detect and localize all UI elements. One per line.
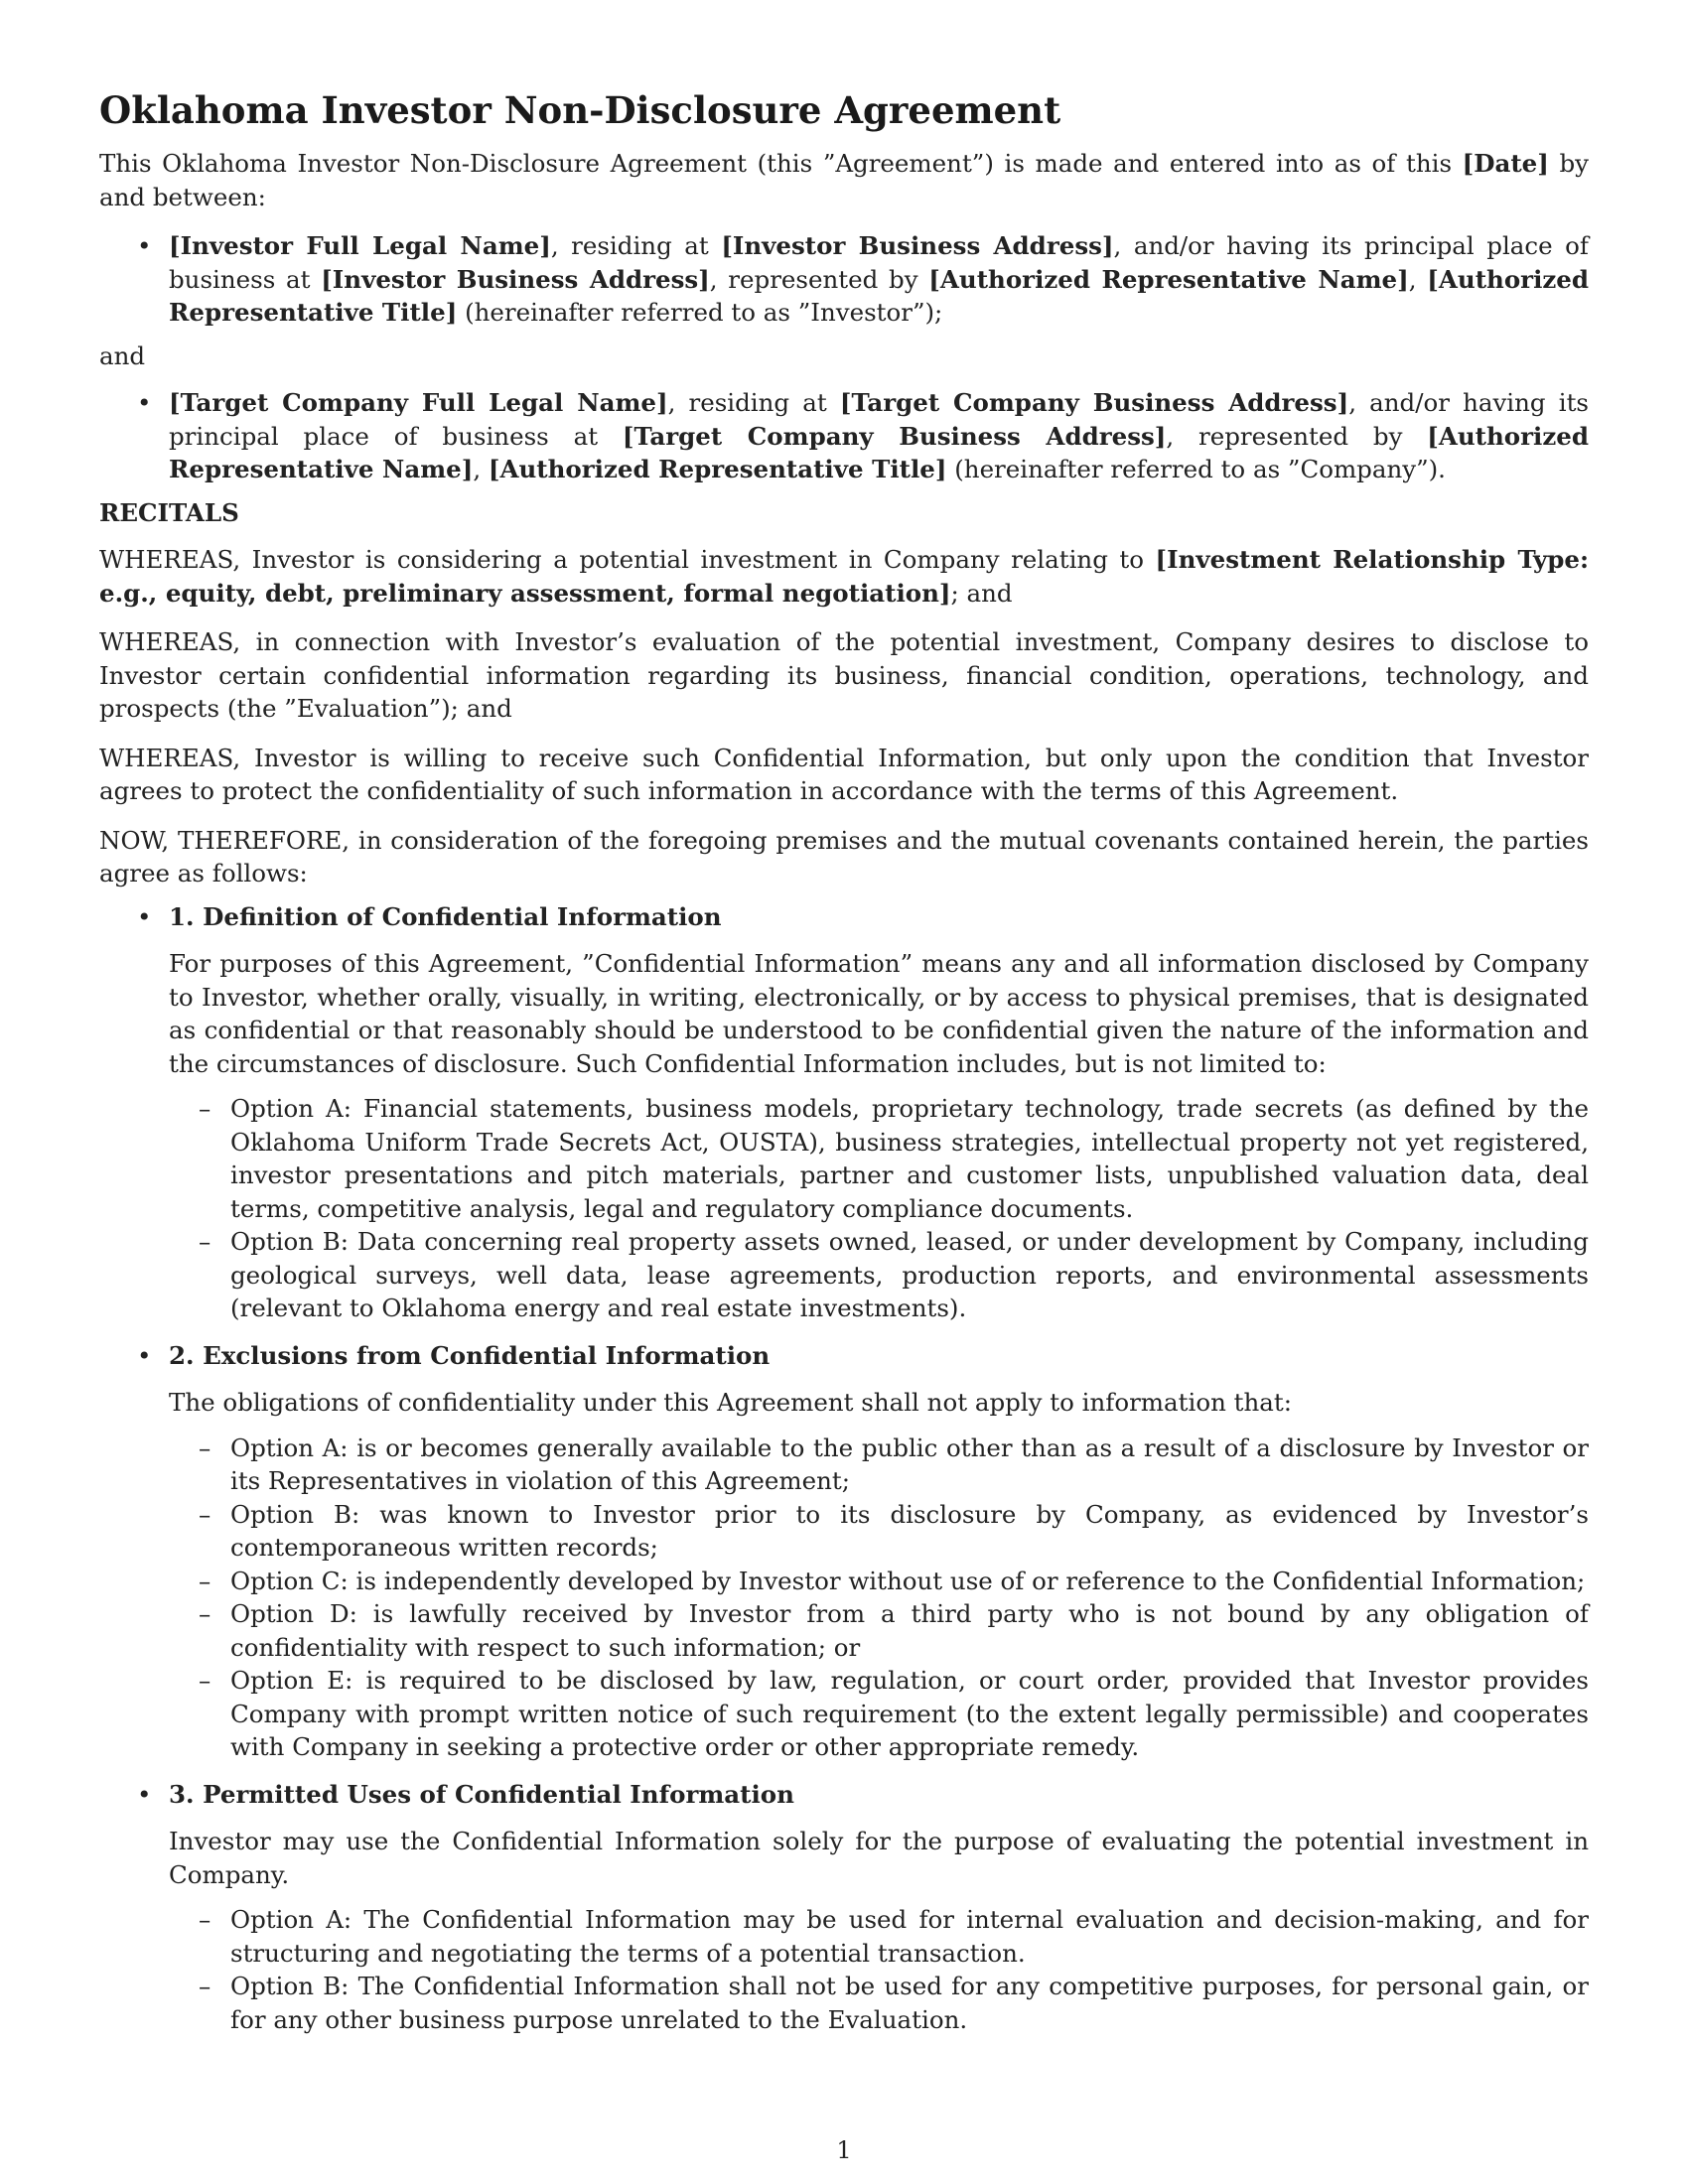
company-text: , residing at — [667, 388, 840, 417]
section-item — [99, 900, 1589, 1325]
investor-party-list — [99, 229, 1589, 330]
option-item: – Option A: The Confidential Information may be used for internal evaluation and decision-making, and for structuring and negotiating the terms of a potential transaction. — [169, 1903, 1589, 1970]
investor-party-item — [99, 229, 1589, 330]
investment-type-placeholder: [Investment Relationship Type: e.g., equity, debt, preliminary assessment, formal negotiation] — [99, 545, 1589, 608]
section-item — [99, 1778, 1589, 2037]
company-text: (hereinafter referred to as ”Company”). — [946, 455, 1446, 483]
company-party-item — [99, 386, 1589, 486]
company-text: , represented by — [1166, 421, 1428, 451]
recitals-heading: RECITALS — [99, 497, 239, 527]
investor-text: , residing at — [550, 231, 722, 260]
section-item — [99, 1339, 1589, 1764]
investor-address-placeholder: [Investor Business Address] — [321, 264, 710, 294]
intro-text-2: by and between: — [99, 149, 1589, 211]
intro-paragraph — [99, 147, 1589, 213]
sections-list — [99, 900, 1589, 2037]
company-rep-name-placeholder: [Authorized Representative Name] — [169, 421, 1589, 483]
option-item: – Option B: The Confidential Information shall not be used for any competitive purposes, for personal gain, or for any other business purpose unrelated to the Evaluation. — [169, 1970, 1589, 2036]
company-party-list — [99, 386, 1589, 486]
whereas-paragraph-2: WHEREAS, in connection with Investor’s evaluation of the potential investment, Company desires to disclose to Investor certain confidential information regarding its business, financial condition, operations, technology, and prospects (the ”Evaluation”); and — [99, 627, 1589, 723]
page-number: 1 — [836, 2136, 852, 2164]
option-item: – Option B: Data concerning real property assets owned, leased, or under development by Company, including geological surveys, well data, lease agreements, production reports, and environmental assessments (relevant to Oklahoma energy and real estate investments). — [169, 1225, 1589, 1325]
company-name-placeholder: [Target Company Full Legal Name] — [169, 388, 668, 417]
option-item: – Option E: is required to be disclosed by law, regulation, or court order, provided that Investor provides Company with prompt written notice of such requirement (to the extent legally permissible) and cooperates with Company in seeking a protective order or other appropriate remedy. — [169, 1664, 1589, 1764]
option-item: – Option B: was known to Investor prior to its disclosure by Company, as evidenced by Investor’s contemporaneous written records; — [169, 1498, 1589, 1565]
section-title: • 3. Permitted Uses of Confidential Information — [169, 1779, 794, 1809]
whereas-text: WHEREAS, Investor is considering a potential investment in Company relating to — [99, 545, 1156, 574]
section-title: • 2. Exclusions from Confidential Information — [169, 1340, 771, 1370]
investor-address-placeholder: [Investor Business Address] — [721, 231, 1114, 260]
intro-text-1: This Oklahoma Investor Non-Disclosure Agreement (this ”Agreement”) is made and entered into as of this — [99, 149, 1463, 178]
whereas-text: ; and — [950, 578, 1013, 608]
company-text: , — [473, 455, 489, 483]
section-intro: Investor may use the Confidential Information solely for the purpose of evaluating the potential investment in Company. — [169, 1827, 1589, 1889]
option-item: – Option D: is lawfully received by Investor from a third party who is not bound by any obligation of confidentiality with respect to such information; or — [169, 1597, 1589, 1664]
investor-rep-name-placeholder: [Authorized Representative Name] — [928, 264, 1409, 294]
investor-name-placeholder: [Investor Full Legal Name] — [169, 231, 551, 260]
whereas-paragraph-1 — [99, 543, 1589, 610]
investor-text: , represented by — [709, 264, 929, 294]
date-placeholder: [Date] — [1462, 149, 1549, 178]
investor-rep-title-placeholder: [Authorized Representative Title] — [169, 264, 1590, 327]
company-address-placeholder: [Target Company Business Address] — [622, 421, 1167, 451]
investor-text: , — [1408, 264, 1428, 294]
document-title: Oklahoma Investor Non-Disclosure Agreement — [99, 88, 1061, 132]
section-intro: For purposes of this Agreement, ”Confidential Information” means any and all information disclosed by Company to Investor, whether orally, visually, in writing, electronically, or by access to physical premises, that is designated as confidential or that reasonably should be understood to be confidential given the nature of the information and the circumstances of disclosure. Such Confidential Information includes, but is not limited to: — [169, 949, 1589, 1078]
company-rep-title-placeholder: [Authorized Representative Title] — [488, 455, 947, 483]
company-text: , and/or having its principal place of business at — [169, 388, 1589, 451]
option-item: – Option A: is or becomes generally available to the public other than as a result of a disclosure by Investor or its Representatives in violation of this Agreement; — [169, 1432, 1589, 1498]
section-title: • 1. Definition of Confidential Information — [169, 901, 722, 931]
option-item: – Option A: Financial statements, business models, proprietary technology, trade secrets (as defined by the Oklahoma Uniform Trade Secrets Act, OUSTA), business strategies, intellectual property not yet registered, investor presentations and pitch materials, partner and customer lists, unpublished valuation data, deal terms, competitive analysis, legal and regulatory compliance documents. — [169, 1092, 1589, 1225]
whereas-paragraph-3: WHEREAS, Investor is willing to receive such Confidential Information, but only upon the condition that Investor agrees to protect the confidentiality of such information in accordance with the terms of this Agreement. — [99, 743, 1589, 805]
options-list — [169, 1092, 1589, 1325]
options-list — [169, 1903, 1589, 2036]
now-therefore-paragraph: NOW, THEREFORE, in consideration of the foregoing premises and the mutual covenants contained herein, the parties agree as follows: — [99, 825, 1589, 887]
option-item: – Option C: is independently developed by Investor without use of or reference to the Confidential Information; — [169, 1565, 1589, 1598]
and-connector: and — [99, 341, 146, 370]
options-list — [169, 1432, 1589, 1764]
document-page — [99, 87, 1589, 2050]
investor-text: , and/or having its principal place of business at — [169, 231, 1589, 294]
investor-text: (hereinafter referred to as ”Investor”); — [457, 298, 943, 327]
section-intro: The obligations of confidentiality under this Agreement shall not apply to information that: — [169, 1388, 1292, 1417]
company-address-placeholder: [Target Company Business Address] — [839, 388, 1349, 417]
